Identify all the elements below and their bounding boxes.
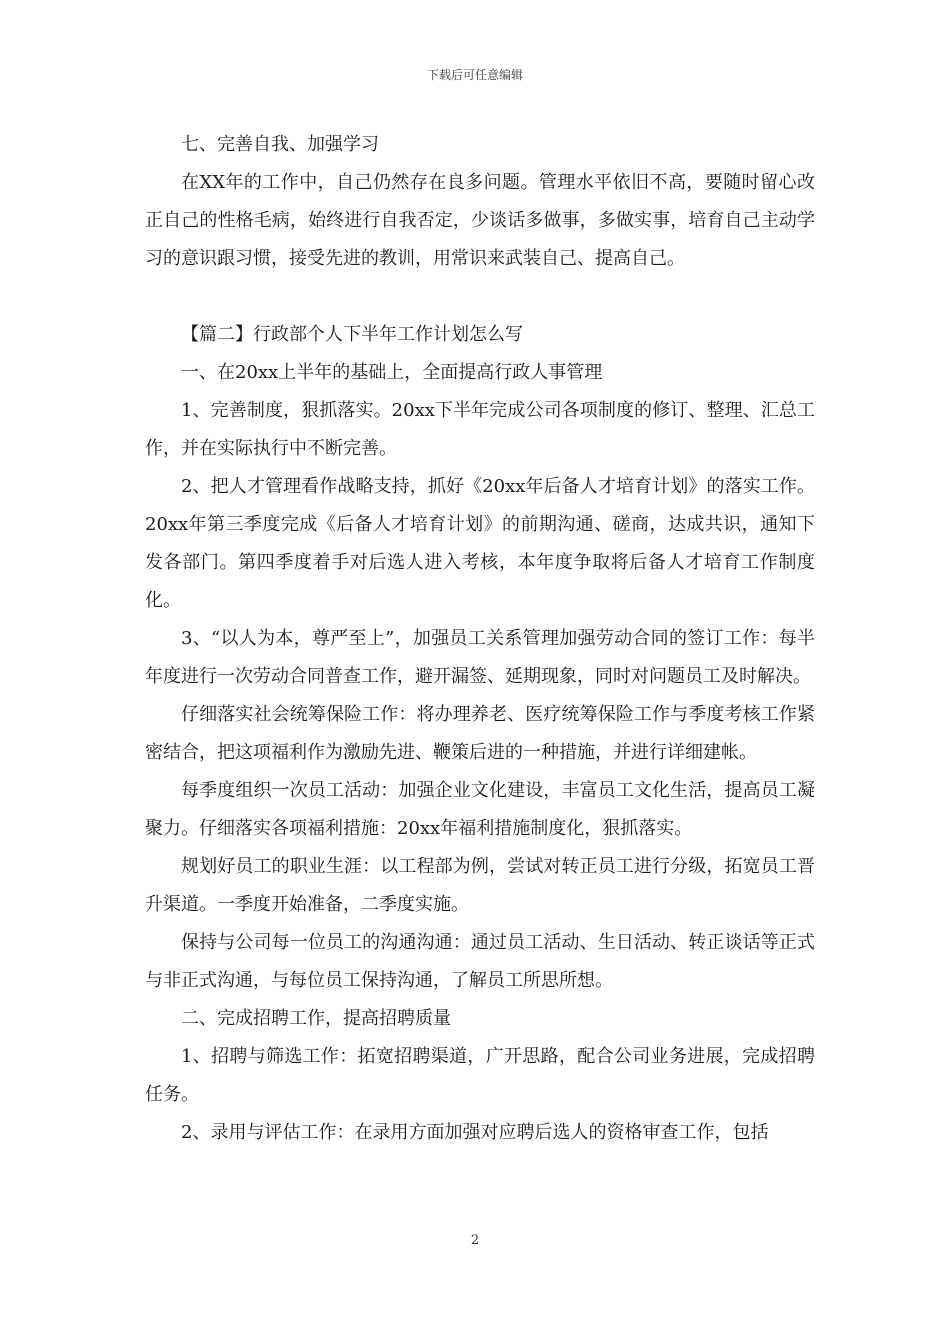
body-paragraph: 在XX年的工作中，自己仍然存在良多问题。管理水平依旧不高，要随时留心改正自己的性格毛病，始终进行自我否定，少谈话多做事，多做实事，培育自己主动学习的意识跟习惯，接受先进的教训，用常识来武装自己、提高自己。 [145, 172, 815, 269]
body-paragraph: 1、招聘与筛选工作：拓宽招聘渠道，广开思路，配合公司业务进展，完成招聘任务。 [145, 1046, 815, 1105]
section-heading: 七、完善自我、加强学习 [181, 134, 379, 155]
page-header: 下载后可任意编辑 [426, 68, 523, 82]
body-paragraph: 3、“以人为本，尊严至上”，加强员工关系管理加强劳动合同的签订工作：每半年度进行一次劳动合同普查工作，避开漏签、延期现象，同时对问题员工及时解决。 [145, 628, 815, 687]
document-body [145, 126, 815, 1152]
body-paragraph: 每季度组织一次员工活动：加强企业文化建设，丰富员工文化生活，提高员工凝聚力。仔细落实各项福利措施：20xx年福利措施制度化，狠抓落实。 [145, 780, 815, 839]
body-paragraph: 1、完善制度，狠抓落实。20xx下半年完成公司各项制度的修订、整理、汇总工作，并在实际执行中不断完善。 [145, 400, 815, 459]
section-heading: 二、完成招聘工作，提高招聘质量 [181, 1008, 451, 1029]
section-heading: 一、在20xx上半年的基础上，全面提高行政人事管理 [181, 362, 603, 383]
body-paragraph: 仔细落实社会统筹保险工作：将办理养老、医疗统筹保险工作与季度考核工作紧密结合，把这项福利作为激励先进、鞭策后进的一种措施，并进行详细建帐。 [145, 704, 815, 763]
body-paragraph: 规划好员工的职业生涯：以工程部为例，尝试对转正员工进行分级，拓宽员工晋升渠道。一季度开始准备，二季度实施。 [145, 856, 815, 915]
body-paragraph: 保持与公司每一位员工的沟通沟通：通过员工活动、生日活动、转正谈话等正式与非正式沟通，与每位员工保持沟通，了解员工所思所想。 [145, 932, 815, 991]
page-number: 2 [470, 1233, 480, 1248]
body-paragraph: 2、把人才管理看作战略支持，抓好《20xx年后备人才培育计划》的落实工作。20xx年第三季度完成《后备人才培育计划》的前期沟通、磋商，达成共识，通知下发各部门。第四季度着手对后选人进入考核，本年度争取将后备人才培育工作制度化。 [145, 476, 815, 611]
article-title: 【篇二】行政部个人下半年工作计划怎么写 [181, 324, 523, 345]
body-paragraph: 2、录用与评估工作：在录用方面加强对应聘后选人的资格审查工作，包括 [181, 1122, 769, 1143]
